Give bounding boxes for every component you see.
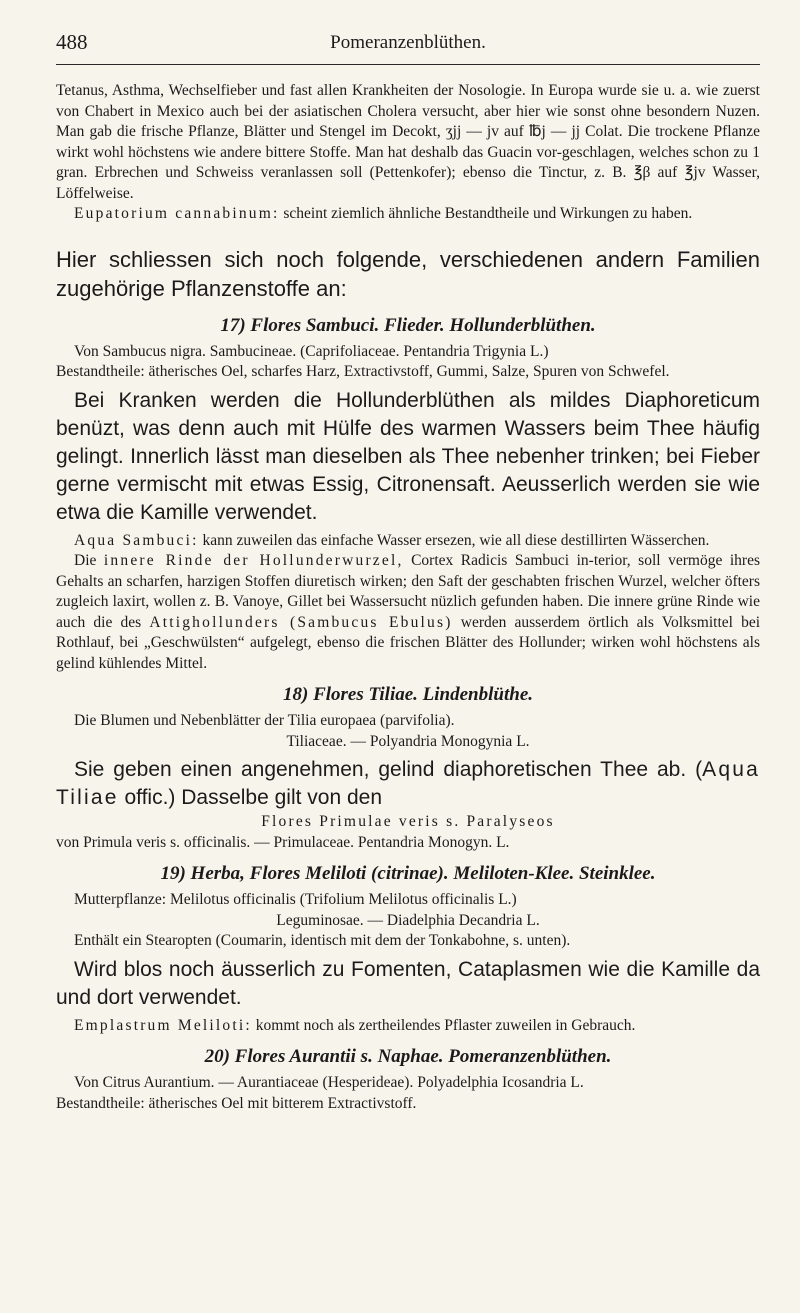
s18-line1: Die Blumen und Nebenblätter der Tilia europaea (parvifolia). [74,712,455,729]
aqua-tiliae-term: Aqua Tiliae [56,758,760,809]
eupatorium-text: scheint ziemlich ähnliche Bestandtheile und Wirkungen zu haben. [283,205,693,222]
primula-term [56,812,760,833]
heading-18: 18) Flores Tiliae. Lindenblüthe. [283,684,533,705]
s19-family: Leguminosae. — Diadelphia Decandria L. [276,911,540,929]
rinde-text-1: Cortex Radicis Sambuci in-terior, soll vermöge ihres Gehalts an scharfen, harzigen Stoffen diuretisch wirken; den Saft der geschabten frischen Wurzel, welcher öfters zugleich laxirt, wollen z. B. Vanoye, Gillet bei Wassersucht nüzlich gefunden haben. Die innere grüne Rinde wie auch die des [56,552,760,631]
s18-line2: Tiliaceae. — Polyandria Monogynia L. [286,732,530,750]
heading-20: 20) Flores Aurantii s. Naphae. Pomeranzenblüthen. [204,1046,612,1067]
s19-mother: Mutterpflanze: Melilotus officinalis (Trifolium Melilotus officinalis L.) [74,891,517,908]
aqua-sambuci-term: Aqua Sambuci: [74,531,199,549]
aqua-sambuci-text: kann zuweilen das einfache Wasser ersezen, wie all diese destillirten Wässerchen. [202,531,710,549]
eupatorium-paragraph [56,204,760,225]
heading-19: 19) Herba, Flores Meliloti (citrinae). Meliloten-Klee. Steinklee. [160,863,656,884]
s18-use-text: Sie geben einen angenehmen, gelind diaphoretischen Thee ab. ( [74,758,703,781]
s19-contains: Enthält ein Stearopten (Coumarin, identisch mit dem der Tonkabohne, s. unten). [74,932,571,949]
page-number: 488 [56,30,88,54]
intro-paragraph: Tetanus, Asthma, Wechselfieber und fast allen Krankheiten der Nosologie. In Europa wurde sie u. a. wie zuerst von Chabert in Mexico auch bei der asiatischen Cholera versucht, aber hier wie sonst ohne besondern Nuzen. Man gab die frische Pflanze, Blätter und Stengel im Decokt, ʒjj — jv auf ℔j — jj Colat. Die trockene Pflanze wirkt wohl höchstens wie andere bittere Stoffe. Man hat deshalb das Guacin vor-geschlagen, welches schon zu 1 gran. Erbrechen und Schweiss veranlassen soll (Pettenkofer); ebenso die Tinctur, z. B. ℥β auf ℥jv Wasser, Löffelweise. [56,82,760,202]
s19-emplastrum [56,1016,760,1037]
attich-term: Attighollunders (Sambucus Ebulus) [149,613,453,631]
families-intro: Hier schliessen sich noch folgende, verschiedenen andern Familien zugehörige Pflanzenstoffe an: [56,246,760,301]
primula-term-text: Flores Primulae veris s. Paralyseos [261,813,555,830]
emplastrum-text: kommt noch als zertheilendes Pflaster zuweilen in Gebrauch. [255,1016,636,1034]
s17-constituents: Bestandtheile: ätherisches Oel, scharfes Harz, Extractivstoff, Gummi, Salze, Spuren von Schwefel. [56,363,670,380]
s20-origin: Von Citrus Aurantium. — Aurantiaceae (Hesperideae). Polyadelphia Icosandria L. [74,1074,584,1091]
rinde-lead: Die [74,552,97,569]
s17-use: Bei Kranken werden die Hollunderblüthen als mildes Diaphoreticum benüzt, was denn auch mit Hülfe des warmen Wassers beim Thee häufig gelingt. Innerlich lässt man dieselben als Thee nebenher trinken; bei Fieber gerne vermischt mit etwas Essig, Citronensaft. Aeusserlich werden sie wie etwa die Kamille verwendet. [56,388,760,524]
s17-rinde [56,551,760,674]
emplastrum-term: Emplastrum Meliloti: [74,1016,252,1034]
primula-text: von Primula veris s. officinalis. — Primulaceae. Pentandria Monogyn. L. [56,833,510,851]
rinde-text-2: werden ausserdem örtlich als Volksmittel bei Rothlauf, bei „Geschwülsten“ aufgelegt, ebenso die frischen Blätter des Hollunder; wirken wohl höchstens als gelind kühlendes Mittel. [56,613,761,672]
eupatorium-term: Eupatorium cannabinum: [74,205,280,222]
s19-use: Wird blos noch äusserlich zu Fomenten, Cataplasmen wie die Kamille da und dort verwendet. [56,957,760,1009]
s20-constituents: Bestandtheile: ätherisches Oel mit bitterem Extractivstoff. [56,1094,417,1112]
page-header [56,28,760,65]
s18-use-text-2: offic.) Dasselbe gilt von den [118,786,383,809]
s17-aqua [56,531,760,552]
heading-17: 17) Flores Sambuci. Flieder. Hollunderblüthen. [220,314,596,336]
s18-use [56,756,760,812]
s17-origin: Von Sambucus nigra. Sambucineae. (Caprifoliaceae. Pentandria Trigynia L.) [74,342,549,360]
running-head: Pomeranzenblüthen. [330,32,486,53]
rinde-term: innere Rinde der Hollunderwurzel, [103,552,404,569]
